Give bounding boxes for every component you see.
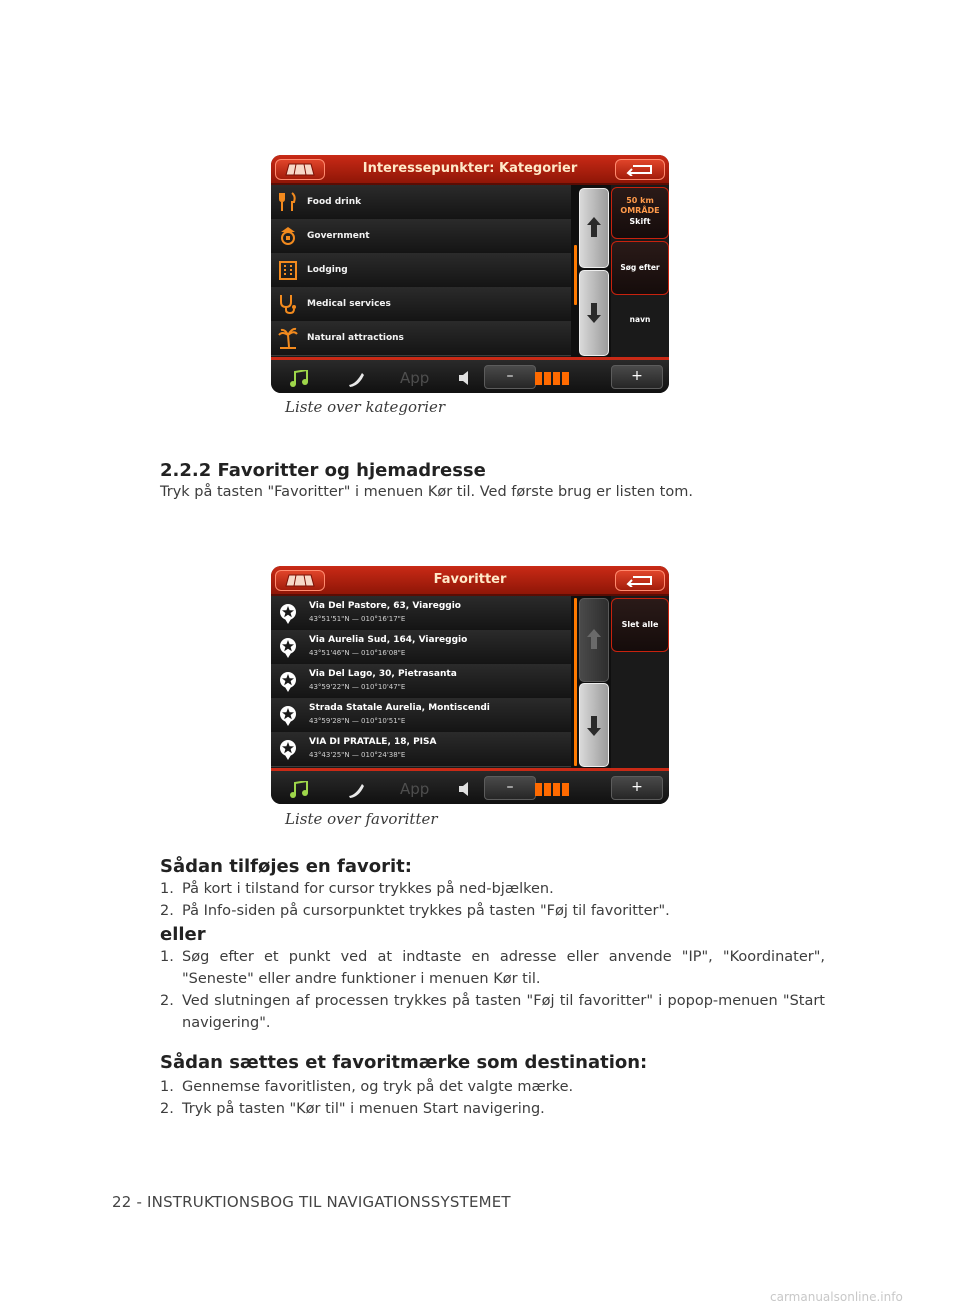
step-text: Søg efter et punkt ved at indtaste en adresse eller anvende "IP", "Koordinater", "Seneste" eller andre funktioner i menuen Kør til.	[182, 949, 825, 987]
speaker-icon	[459, 371, 471, 385]
favorite-name: Via Del Pastore, 63, Viareggio	[309, 601, 461, 611]
app-button[interactable]: App	[400, 369, 430, 387]
list-item[interactable]	[271, 185, 571, 220]
step-text: På Info-siden på cursorpunktet trykkes på tasten "Føj til favoritter".	[182, 903, 670, 919]
category-label: Natural attractions	[307, 333, 404, 343]
stethoscope-icon	[277, 293, 299, 315]
title-bar	[271, 566, 669, 596]
favorite-coords: 43°51'46"N — 010°16'08"E	[309, 649, 406, 657]
bottom-bar	[271, 357, 669, 393]
arrow-up-icon	[587, 629, 601, 649]
list-item[interactable]	[271, 698, 571, 733]
scroll-down-button[interactable]	[579, 270, 609, 356]
star-pin-icon	[277, 670, 299, 692]
scroll-up-button[interactable]	[579, 188, 609, 268]
favorite-name: VIA DI PRATALE, 18, PISA	[309, 737, 437, 747]
map-icon	[285, 574, 315, 587]
back-arrow-icon	[625, 574, 655, 587]
dest-step-2	[160, 1098, 825, 1120]
or-label: eller	[160, 924, 206, 945]
map-button[interactable]	[275, 159, 325, 180]
volume-up-button[interactable]: +	[611, 776, 663, 800]
map-button[interactable]	[275, 570, 325, 591]
change-label: Skift	[629, 217, 651, 226]
step-text: Tryk på tasten "Kør til" i menuen Start navigering.	[182, 1101, 545, 1117]
step-number: 1.	[160, 881, 174, 897]
screen-title: Favoritter	[433, 572, 507, 587]
back-arrow-icon	[625, 163, 655, 176]
music-icon[interactable]	[289, 370, 309, 388]
scroll-down-button[interactable]	[579, 683, 609, 767]
favorite-name: Via Aurelia Sud, 164, Viareggio	[309, 635, 468, 645]
scroll-indicator	[574, 598, 577, 766]
arrow-down-icon	[587, 303, 601, 323]
change-area-button[interactable]	[611, 187, 669, 239]
music-icon[interactable]	[289, 781, 309, 799]
title-bar	[271, 155, 669, 185]
star-pin-icon	[277, 738, 299, 760]
favorite-name: Strada Statale Aurelia, Montiscendi	[309, 703, 490, 713]
volume-level	[535, 781, 571, 800]
watermark: carmanualsonline.info	[770, 1290, 903, 1304]
phone-icon[interactable]	[346, 370, 366, 388]
arrow-up-icon	[587, 217, 601, 237]
screen-title: Interessepunkter: Kategorier	[362, 161, 578, 176]
favorite-coords: 43°43'25"N — 010°24'38"E	[309, 751, 406, 759]
delete-all-button[interactable]: Slet alle	[611, 598, 669, 652]
step-text: Ved slutningen af processen trykkes på tasten "Føj til favoritter" i popop-menuen "Start navigering".	[182, 993, 825, 1031]
caption-categories: Liste over kategorier	[285, 398, 446, 416]
section-heading: 2.2.2 Favoritter og hjemadresse	[160, 460, 486, 481]
list-item[interactable]	[271, 732, 571, 767]
favorite-name: Via Del Lago, 30, Pietrasanta	[309, 669, 457, 679]
alt-step-1	[160, 946, 825, 990]
star-pin-icon	[277, 602, 299, 624]
step-number: 2.	[160, 993, 174, 1009]
volume-down-button[interactable]: –	[484, 365, 536, 389]
step-number: 1.	[160, 949, 174, 965]
back-button[interactable]	[615, 570, 665, 591]
scroll-area	[571, 185, 611, 357]
set-destination-heading: Sådan sættes et favoritmærke som destination:	[160, 1052, 648, 1073]
add-step-1	[160, 878, 825, 900]
step-number: 2.	[160, 903, 174, 919]
category-list	[271, 185, 571, 357]
fork-knife-icon	[277, 191, 299, 213]
phone-icon[interactable]	[346, 781, 366, 799]
back-button[interactable]	[615, 159, 665, 180]
list-item[interactable]	[271, 664, 571, 699]
scroll-indicator	[574, 245, 577, 305]
scroll-area	[571, 596, 611, 768]
step-text: Gennemse favoritlisten, og tryk på det valgte mærke.	[182, 1079, 574, 1095]
favorite-coords: 43°59'28"N — 010°10'51"E	[309, 717, 406, 725]
star-pin-icon	[277, 704, 299, 726]
list-item[interactable]	[271, 630, 571, 665]
category-label: Food drink	[307, 197, 362, 207]
favorite-coords: 43°59'22"N — 010°10'47"E	[309, 683, 406, 691]
add-favorite-heading: Sådan tilføjes en favorit:	[160, 856, 412, 877]
app-button[interactable]: App	[400, 780, 430, 798]
bottom-bar	[271, 768, 669, 804]
star-pin-icon	[277, 636, 299, 658]
favorites-screen	[271, 566, 669, 804]
category-label: Government	[307, 231, 370, 241]
map-icon	[285, 163, 315, 176]
dest-step-1	[160, 1076, 825, 1098]
step-number: 1.	[160, 1079, 174, 1095]
lodging-icon	[277, 259, 299, 281]
arrow-down-icon	[587, 716, 601, 736]
favorites-list	[271, 596, 571, 768]
category-label: Medical services	[307, 299, 391, 309]
list-item[interactable]	[271, 287, 571, 322]
list-item[interactable]	[271, 596, 571, 631]
list-item[interactable]	[271, 219, 571, 254]
section-intro: Tryk på tasten "Favoritter" i menuen Kør til. Ved første brug er listen tom.	[160, 484, 693, 500]
volume-up-button[interactable]: +	[611, 365, 663, 389]
government-icon	[277, 225, 299, 247]
area-label: OMRÅDE	[620, 206, 660, 215]
scroll-up-button[interactable]	[579, 598, 609, 682]
step-number: 2.	[160, 1101, 174, 1117]
poi-categories-screen	[271, 155, 669, 393]
page-footer: 22 - INSTRUKTIONSBOG TIL NAVIGATIONSSYSTEMET	[112, 1193, 511, 1211]
volume-level	[535, 370, 571, 389]
category-label: Lodging	[307, 265, 348, 275]
volume-down-button[interactable]: –	[484, 776, 536, 800]
caption-favorites: Liste over favoritter	[285, 810, 438, 828]
area-distance: 50 km	[626, 196, 654, 205]
list-item[interactable]	[271, 253, 571, 288]
alt-step-2	[160, 990, 825, 1034]
speaker-icon	[459, 782, 471, 796]
add-step-2	[160, 900, 825, 922]
palm-tree-icon	[277, 327, 299, 349]
favorite-coords: 43°51'51"N — 010°16'17"E	[309, 615, 406, 623]
list-item[interactable]	[271, 321, 571, 356]
step-text: På kort i tilstand for cursor trykkes på ned-bjælken.	[182, 881, 554, 897]
search-by-name-button[interactable]: Søg efter navn	[611, 241, 669, 295]
